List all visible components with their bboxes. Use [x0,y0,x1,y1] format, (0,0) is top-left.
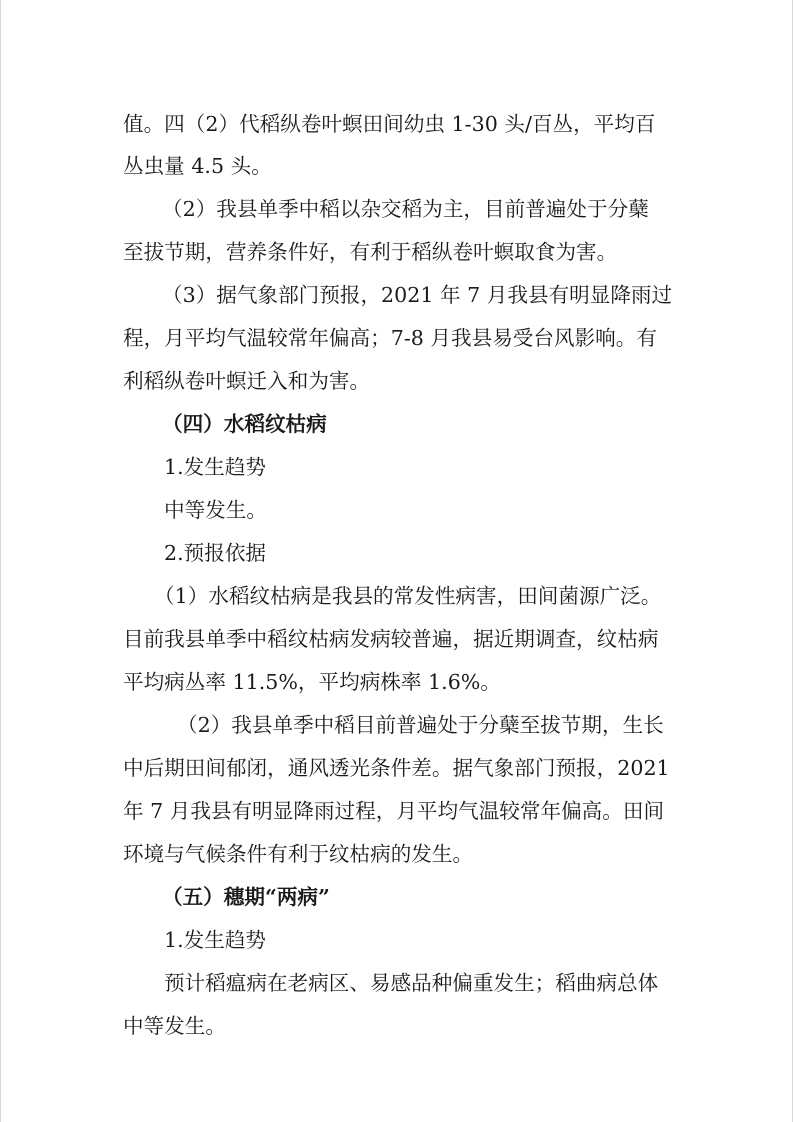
text-line: 环境与气候条件有利于纹枯病的发生。 [123,842,474,866]
text-line: 程，月平均气温较常年偏高；7-8 月我县易受台风影响。有 [123,326,657,350]
text-line: 中等发生。 [123,1014,226,1038]
paragraph-line: （2）我县单季中稻目前普遍处于分蘖至拔节期，生长 [177,713,664,737]
text-line: 平均病丛率 11.5%，平均病株率 1.6%。 [123,670,501,694]
text-line: 目前我县单季中稻纹枯病发病较普遍，据近期调查，纹枯病 [123,627,659,651]
text-line: 年 7 月我县有明显降雨过程，月平均气温较常年偏高。田间 [123,799,665,823]
text-line: 利稻纵卷叶螟迁入和为害。 [123,369,371,393]
paragraph-line: 中等发生。 [164,498,267,522]
text-line: 至拔节期，营养条件好，有利于稻纵卷叶螟取食为害。 [123,240,618,264]
paragraph-line: （3）据气象部门预报，2021 年 7 月我县有明显降雨过 [162,283,673,307]
paragraph-line: 预计稻瘟病在老病区、易感品种偏重发生；稻曲病总体 [164,971,659,995]
paragraph-line: （1）水稻纹枯病是我县的常发性病害，田间菌源广泛。 [154,584,662,608]
subheading: 1.发生趋势 [164,455,267,479]
text-line: 丛虫量 4.5 头。 [123,154,272,178]
text-line: 值。四（2）代稻纵卷叶螟田间幼虫 1-30 头/百丛，平均百 [123,112,656,136]
paragraph-line: （2）我县单季中稻以杂交稻为主，目前普遍处于分蘖 [162,197,649,221]
subheading: 1.发生趋势 [164,928,267,952]
subheading: 2.预报依据 [164,541,267,565]
text-line: 中后期田间郁闭，通风透光条件差。据气象部门预报，2021 [123,756,670,780]
section-heading: （五）穗期“两病” [162,885,330,909]
section-heading: （四）水稻纹枯病 [162,412,327,436]
